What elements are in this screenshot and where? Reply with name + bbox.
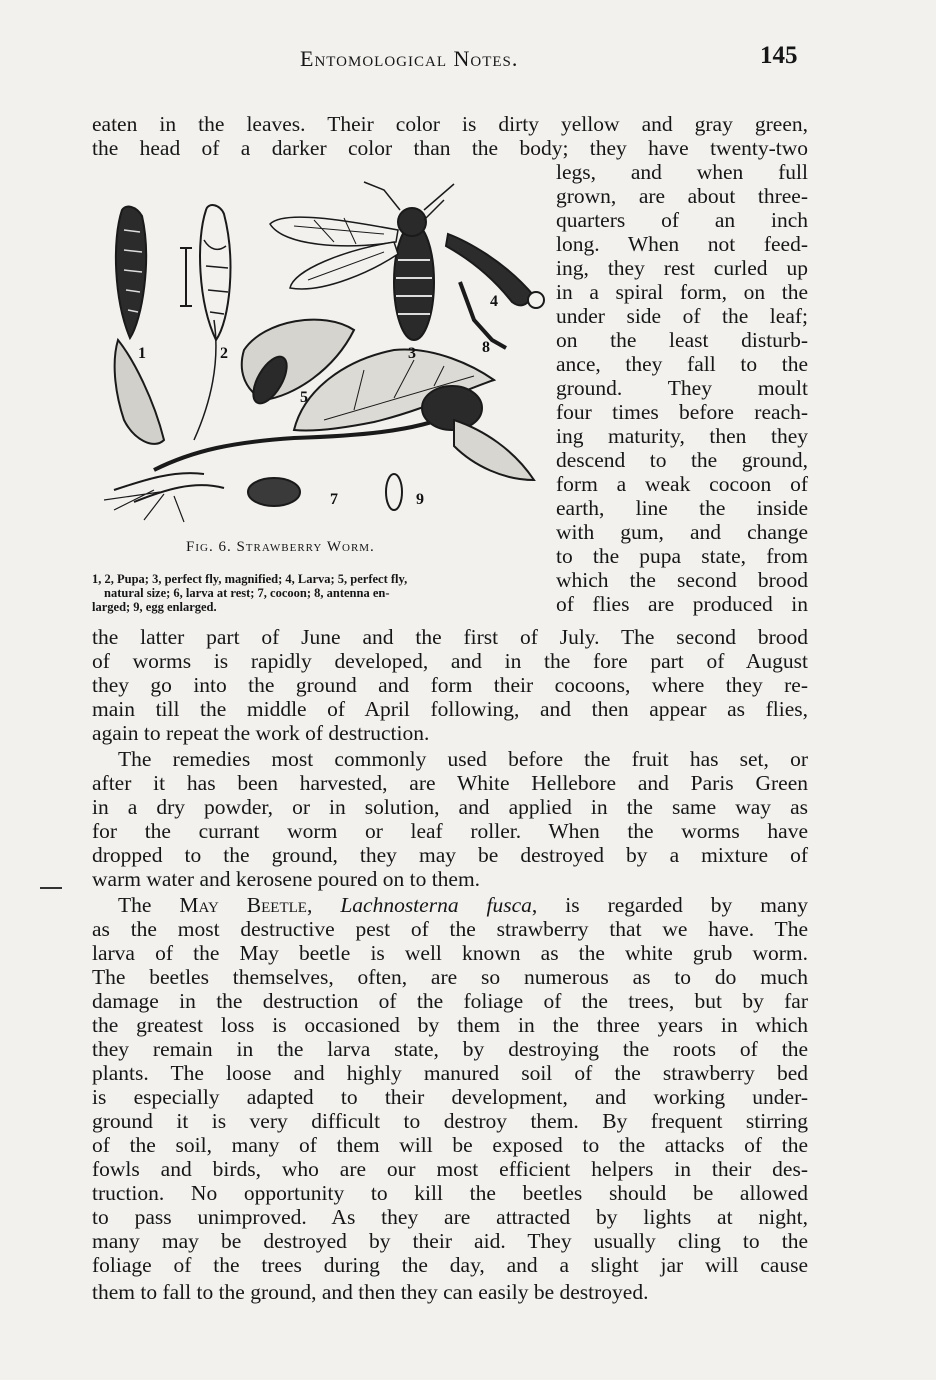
figure-number-2: 2 xyxy=(220,345,228,362)
body-line: main till the middle of April following, and then appear as flies, xyxy=(92,697,808,721)
figure-legend-line: larged; 9, egg enlarged. xyxy=(92,600,217,614)
body-line: of worms is rapidly developed, and in the fore part of August xyxy=(92,649,808,673)
figure-number-5: 5 xyxy=(300,389,308,406)
body-line: the head of a darker color than the body; they have twenty-two xyxy=(92,136,808,160)
body-line: many may be destroyed by their aid. They usually cling to the xyxy=(92,1229,808,1253)
body-line: dropped to the ground, they may be destroyed by a mixture of xyxy=(92,843,808,867)
body-line: legs, and when full xyxy=(556,160,808,184)
body-line: with gum, and change xyxy=(556,520,808,544)
body-line: grown, are about three- xyxy=(556,184,808,208)
body-line: as the most destructive pest of the strawberry that we have. The xyxy=(92,917,808,941)
body-line: in a dry powder, or in solution, and applied in the same way as xyxy=(92,795,808,819)
body-line: they go into the ground and form their cocoons, where they re- xyxy=(92,673,808,697)
figure-number-4: 4 xyxy=(490,293,498,310)
body-line: them to fall to the ground, and then they can easily be destroyed. xyxy=(92,1280,649,1304)
body-line: earth, line the inside xyxy=(556,496,808,520)
body-line: of flies are produced in xyxy=(556,592,808,616)
body-line: in a spiral form, on the xyxy=(556,280,808,304)
margin-mark xyxy=(40,887,62,889)
body-line: of the soil, many of them will be exposed to the attacks of the xyxy=(92,1133,808,1157)
body-line: descend to the ground, xyxy=(556,448,808,472)
body-line: The remedies most commonly used before the fruit has set, or xyxy=(118,747,808,771)
body-line: damage in the destruction of the foliage of the trees, but by far xyxy=(92,989,808,1013)
body-line: fowls and birds, who are our most efficient helpers in their des- xyxy=(92,1157,808,1181)
body-line: the greatest loss is occasioned by them in the three years in which xyxy=(92,1013,808,1037)
body-line: ground. They moult xyxy=(556,376,808,400)
strawberry-worm-illustration xyxy=(94,170,546,530)
body-line: ing maturity, then they xyxy=(556,424,808,448)
figure-number-7: 7 xyxy=(330,491,338,508)
body-line: The beetles themselves, often, are so numerous as to do much xyxy=(92,965,808,989)
body-line: to pass unimproved. As they are attracted by lights at night, xyxy=(92,1205,808,1229)
body-line: they remain in the larva state, by destroying the roots of the xyxy=(92,1037,808,1061)
body-line-may-beetle xyxy=(118,893,808,917)
body-line: truction. No opportunity to kill the beetles should be allowed xyxy=(92,1181,808,1205)
figure-legend-line: 1, 2, Pupa; 3, perfect fly, magnified; 4, Larva; 5, perfect fly, xyxy=(92,572,408,586)
body-line: foliage of the trees during the day, and a slight jar will cause xyxy=(92,1253,808,1277)
body-line: after it has been harvested, are White Hellebore and Paris Green xyxy=(92,771,808,795)
text-run: , is regarded by many xyxy=(531,893,808,917)
figure-caption: Fig. 6. Strawberry Worm. xyxy=(186,539,375,555)
text-run: , xyxy=(306,893,341,917)
figure-legend-line: natural size; 6, larva at rest; 7, cocoon; 8, antenna en- xyxy=(104,586,390,600)
body-line: warm water and kerosene poured on to them. xyxy=(92,867,481,891)
body-line: ance, they fall to the xyxy=(556,352,808,376)
figure-number-3: 3 xyxy=(408,345,416,362)
body-line: is especially adapted to their development, and working under- xyxy=(92,1085,808,1109)
figure-number-8: 8 xyxy=(482,339,490,356)
body-line: ground it is very difficult to destroy them. By frequent stirring xyxy=(92,1109,808,1133)
running-head: Entomological Notes. xyxy=(300,46,519,71)
page-number: 145 xyxy=(760,42,798,69)
body-line: under side of the leaf; xyxy=(556,304,808,328)
body-line: quarters of an inch xyxy=(556,208,808,232)
species-name-latin: Lachnosterna fusca xyxy=(340,893,532,917)
figure-number-1: 1 xyxy=(138,345,146,362)
body-line: form a weak cocoon of xyxy=(556,472,808,496)
text-run: The xyxy=(118,893,180,917)
body-line: the latter part of June and the first of July. The second brood xyxy=(92,625,808,649)
body-line: which the second brood xyxy=(556,568,808,592)
body-line: again to repeat the work of destruction. xyxy=(92,721,430,745)
body-line: to the pupa state, from xyxy=(556,544,808,568)
body-line: four times before reach- xyxy=(556,400,808,424)
body-line: plants. The loose and highly manured soil of the strawberry bed xyxy=(92,1061,808,1085)
body-line: eaten in the leaves. Their color is dirty yellow and gray green, xyxy=(92,112,808,136)
body-line: on the least disturb- xyxy=(556,328,808,352)
figure-number-9: 9 xyxy=(416,491,424,508)
body-line: long. When not feed- xyxy=(556,232,808,256)
body-line: larva of the May beetle is well known as the white grub worm. xyxy=(92,941,808,965)
body-line: for the currant worm or leaf roller. When the worms have xyxy=(92,819,808,843)
species-name-common: May Beetle xyxy=(179,893,307,917)
body-line: ing, they rest curled up xyxy=(556,256,808,280)
